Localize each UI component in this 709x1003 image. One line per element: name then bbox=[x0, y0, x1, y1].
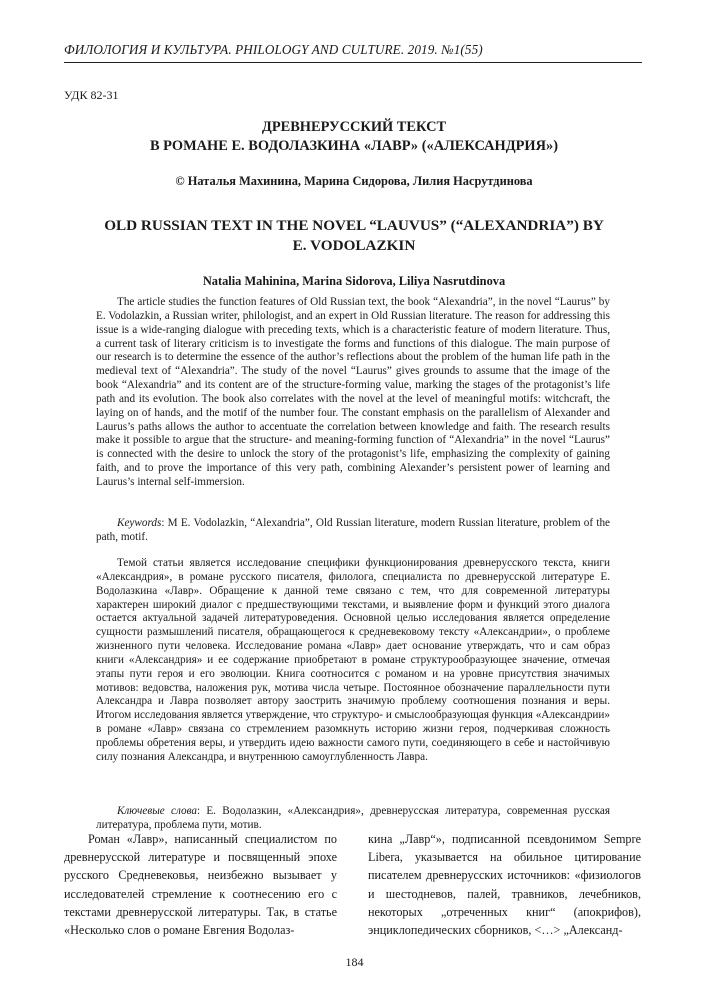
title-english-line-2: E. VODOLAZKIN bbox=[292, 237, 416, 254]
authors-russian: © Наталья Махинина, Марина Сидорова, Лилия Насрутдинова bbox=[175, 174, 533, 188]
title-english-line-1: OLD RUSSIAN TEXT IN THE NOVEL “LAUVUS” (“ALEXANDRIA”) BY bbox=[104, 217, 604, 234]
keywords-english-text: : M E. Vodolazkin, “Alexandria”, Old Russian literature, modern Russian literature, problem of the path, motif. bbox=[96, 517, 610, 543]
authors-english: Natalia Mahinina, Marina Sidorova, Liliya Nasrutdinova bbox=[202, 274, 506, 288]
abstract-english: The article studies the function features of Old Russian text, the book “Alexandria”, in the novel “Laurus” by E. Vodolazkin, a Russian writer, philologist, and an expert in Old Russian literature. The reason for addressing this issue is a wide-ranging dialogue with preceding texts, which is a characteristic feature of modern literature. Thus, a current task of literary criticism is to investigate the forms and functions of this dialogue. The main purpose of our research is to determine the essence of the author’s reflections about the problem of the human life path in the medieval text of “Alexandria”. The study of the novel “Laurus” gives grounds to assume that the image of the book “Alexandria” and its content are of the structure-forming value, marking the stages of the protagonist’s life path and its evolution. The book also correlates with the novel at the level of meaningful motifs: witchcraft, the laying on of hands, and the motif of the number four. The constant emphasis on the parallelism of Alexander and Laurus’s paths allows the author to accentuate the correlation between knowledge and faith. The research results make it possible to argue that the structure- and meaning-forming function of “Alexandria” in the novel “Laurus” is connected with the desire to unlock the story of the protagonist’s life, emphasizing the complexity of gaining faith, and to prove the importance of this very path, combining Alexander’s persistent power of learning and Laurus’s internal self-immersion. bbox=[96, 296, 610, 488]
keywords-russian bbox=[96, 805, 610, 833]
running-header: ФИЛОЛОГИЯ И КУЛЬТУРА. PHILOLOGY AND CULTURE. 2019. №1(55) bbox=[64, 42, 483, 57]
keywords-russian-label: Ключевые слова bbox=[117, 805, 197, 817]
abstract-russian: Темой статьи является исследование специфики функционирования древнерусского текста, книги «Александрия», в романе русского писателя, филолога, специалиста по древнерусской литературе Е. Водолазкина «Лавр». Обращение к данной теме связано с тем, что для современной литературы характерен широкий диалог с предшествующими текстами, и выявление форм и функций этого диалога остается актуальной задачей литературоведения. Основной целью исследования является определение сущности размышлений писателя, обращающегося к средневековому тексту «Александрии», о проблеме жизненного пути человека. Исследование романа «Лавр» дает основание утверждать, что и сам образ книги «Александрия» и ее содержание приобретают в романе структурообразующее значение, отмечая этапы пути героя и его эволюции. Книга соотносится с романом и на уровне присутствия значимых мотивов: ведовства, наложения рук, мотива числа четыре. Постоянное обозначение параллельности пути Александра и Лавра позволяет автору заострить значимую проблему соотношения познания и веры. Итогом исследования является утверждение, что структуро- и смыслообразующая функция «Александрии» в романе «Лавр» связана со стремлением разомкнуть историю жизни героя, подчеркивая сложность проблемы обретения веры, и утвердить идею важности самого пути, соединяющего в себе и настойчивую силу познания Александра, и внутреннюю самоуглубленность Лавра. bbox=[96, 557, 610, 763]
title-russian-line-2: В РОМАНЕ Е. ВОДОЛАЗКИНА «ЛАВР» («АЛЕКСАНДРИЯ») bbox=[149, 138, 559, 154]
title-russian bbox=[64, 118, 644, 156]
title-russian-line-1: ДРЕВНЕРУССКИЙ ТЕКСТ bbox=[261, 119, 447, 135]
body-column-left: Роман «Лавр», написанный специалистом по древнерусской литературе и посвященный эпохе русского Средневековья, неизбежно вызывает у исследователей стремление к соотнесению его с текстами древнерусской литературы. Так, в статье «Несколько слов о романе Евгения Водолаз- bbox=[64, 832, 337, 938]
keywords-english bbox=[96, 517, 610, 545]
udc-code: УДК 82-31 bbox=[64, 88, 119, 102]
body-column-right: кина „Лавр“», подписанной псевдонимом Sempre Libera, указывается на обильное цитирование писателем древнерусских источников: «физиологов и шестодневов, палей, травников, лечебников, некоторых „отреченных книг“ (апокрифов), энциклопедических сборников, <…> „Александ- bbox=[368, 832, 641, 938]
keywords-russian-text: : Е. Водолазкин, «Александрия», древнерусская литература, современная русская литература, проблема пути, мотив. bbox=[96, 805, 610, 831]
title-english bbox=[64, 216, 644, 256]
keywords-english-label: Keywords bbox=[117, 517, 162, 529]
page-number: 184 bbox=[345, 955, 364, 969]
header-rule bbox=[64, 62, 642, 63]
